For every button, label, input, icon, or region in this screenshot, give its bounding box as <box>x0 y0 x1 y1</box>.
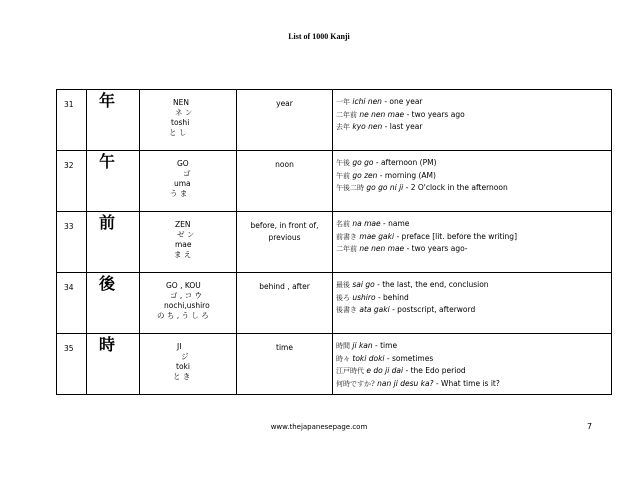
example-romaji: go go <box>352 158 374 167</box>
example-gloss: - morning (AM) <box>379 170 436 180</box>
example-japanese: 後ろ <box>336 293 350 302</box>
reading-cell <box>140 212 237 273</box>
kanji-number: 35 <box>64 344 74 353</box>
example-japanese: 午後 <box>336 159 350 167</box>
reading-cell <box>140 334 237 395</box>
example-line <box>336 279 611 292</box>
kunyomi-kana: と し <box>169 128 187 137</box>
example-line <box>336 304 611 317</box>
meaning: behind , after <box>259 282 310 291</box>
example-line <box>336 340 611 353</box>
meaning-cell <box>237 151 333 212</box>
example-japanese: 江戸時代 <box>336 367 364 375</box>
example-line <box>336 292 611 305</box>
kanji-cell <box>87 151 140 212</box>
example-line <box>336 109 611 122</box>
number-cell <box>57 90 87 151</box>
example-japanese: 午前 <box>336 171 350 180</box>
kunyomi: uma <box>174 179 191 188</box>
example-gloss: - one year <box>384 97 423 106</box>
example-romaji: kyo nen <box>352 122 383 131</box>
example-gloss: - sometimes <box>386 353 434 363</box>
example-gloss: - the Edo period <box>405 366 466 375</box>
example-line <box>336 231 611 244</box>
example-line <box>336 182 611 195</box>
kunyomi: mae <box>175 240 192 249</box>
kanji-number: 31 <box>64 100 74 109</box>
example-line <box>336 365 611 378</box>
example-line <box>336 121 611 134</box>
example-gloss: - two years ago <box>406 109 465 119</box>
meaning-cell <box>237 90 333 151</box>
onyomi: NEN <box>173 98 189 107</box>
example-romaji: ushiro <box>352 292 376 302</box>
example-line <box>336 243 611 256</box>
examples-cell <box>333 273 612 334</box>
table-row <box>57 273 612 334</box>
example-japanese: 二年前 <box>336 245 357 253</box>
table-row <box>57 151 612 212</box>
example-gloss: - preface [lit. before the writing] <box>396 231 517 241</box>
kanji-number: 33 <box>64 222 74 231</box>
onyomi-kana: ゴ <box>183 169 191 178</box>
example-romaji: e do ji dai <box>366 366 404 375</box>
kanji-table <box>56 89 612 395</box>
example-romaji: na mae <box>352 219 381 228</box>
onyomi-kana: ゴ , コ ウ <box>170 291 203 300</box>
examples-cell <box>333 151 612 212</box>
example-romaji: go zen <box>352 170 378 180</box>
onyomi: ZEN <box>175 220 191 229</box>
example-japanese: 二年前 <box>336 110 357 119</box>
example-japanese: 一年 <box>336 98 350 106</box>
example-japanese: 名前 <box>336 220 350 228</box>
meaning-cell <box>237 334 333 395</box>
example-romaji: ichi nen <box>352 97 382 106</box>
page-title: List of 1000 Kanji <box>288 32 350 41</box>
kanji-cell <box>87 334 140 395</box>
number-cell <box>57 273 87 334</box>
kunyomi-kana: ま え <box>174 250 192 259</box>
example-romaji: sai go <box>352 280 375 289</box>
kunyomi-kana: う ま <box>170 189 188 198</box>
reading-cell <box>140 273 237 334</box>
example-japanese: 去年 <box>336 123 350 131</box>
example-romaji: ne nen mae <box>359 244 405 253</box>
example-romaji: toki doki <box>352 353 385 363</box>
example-japanese: 午後二時 <box>336 184 364 192</box>
kunyomi-kana: の ち , う し ろ <box>157 311 209 320</box>
example-gloss: - What time is it? <box>435 378 500 388</box>
meaning: before, in front of, previous <box>250 221 319 242</box>
number-cell <box>57 151 87 212</box>
kanji-cell <box>87 273 140 334</box>
example-line <box>336 157 611 170</box>
examples-cell <box>333 212 612 273</box>
meaning: year <box>276 99 293 108</box>
kanji-character: 後 <box>99 274 116 293</box>
example-romaji: mae gaki <box>359 231 395 241</box>
example-japanese: 後書き <box>336 306 357 314</box>
onyomi-kana: ゼ ン <box>177 230 195 239</box>
example-romaji: ji kan <box>352 341 373 350</box>
examples-cell <box>333 90 612 151</box>
example-romaji: ata gaki <box>359 305 390 314</box>
example-japanese: 時々 <box>336 354 350 363</box>
table-row <box>57 212 612 273</box>
reading-cell <box>140 151 237 212</box>
example-japanese: 前書き <box>336 232 357 241</box>
table-row <box>57 334 612 395</box>
kanji-character: 年 <box>99 91 116 110</box>
example-line <box>336 218 611 231</box>
meaning: time <box>276 343 293 352</box>
meaning-cell <box>237 212 333 273</box>
kanji-cell <box>87 212 140 273</box>
example-gloss: - afternoon (PM) <box>375 158 437 167</box>
example-japanese: 時間 <box>336 342 350 350</box>
kanji-character: 時 <box>99 335 116 354</box>
kanji-number: 34 <box>64 283 74 292</box>
kanji-character: 午 <box>99 152 116 171</box>
example-line <box>336 378 611 391</box>
example-line <box>336 353 611 366</box>
table-row <box>57 90 612 151</box>
reading-cell <box>140 90 237 151</box>
example-japanese: 最後 <box>336 281 350 289</box>
meaning: noon <box>275 160 294 169</box>
example-gloss: - time <box>375 341 398 350</box>
kunyomi: toki <box>176 362 190 371</box>
number-cell <box>57 212 87 273</box>
meaning-cell <box>237 273 333 334</box>
example-romaji: ne nen mae <box>359 109 405 119</box>
example-gloss: - last year <box>384 122 423 131</box>
example-gloss: - name <box>383 219 410 228</box>
example-romaji: nan ji desu ka? <box>377 378 434 388</box>
example-gloss: - 2 O'clock in the afternoon <box>405 183 508 192</box>
example-line <box>336 96 611 109</box>
kunyomi: nochi,ushiro <box>164 301 210 310</box>
page-number: 7 <box>587 422 593 431</box>
examples-cell <box>333 334 612 395</box>
kanji-cell <box>87 90 140 151</box>
example-gloss: - the last, the end, conclusion <box>377 280 489 289</box>
example-romaji: go go ni ji <box>366 183 404 192</box>
example-japanese: 何時ですか? <box>336 379 375 388</box>
example-gloss: - behind <box>377 292 409 302</box>
number-cell <box>57 334 87 395</box>
onyomi-kana: ネ ン <box>175 108 193 117</box>
kanji-number: 32 <box>64 161 74 170</box>
example-gloss: - two years ago- <box>406 244 468 253</box>
onyomi: GO <box>177 159 189 168</box>
example-line <box>336 170 611 183</box>
footer-url: www.thejapanesepage.com <box>270 423 368 431</box>
onyomi-kana: ジ <box>181 352 189 361</box>
kanji-character: 前 <box>99 213 116 232</box>
kunyomi-kana: と き <box>173 372 191 381</box>
kunyomi: toshi <box>171 118 190 127</box>
example-gloss: - postscript, afterword <box>392 305 476 314</box>
onyomi: JI <box>177 342 182 351</box>
onyomi: GO , KOU <box>166 281 201 290</box>
